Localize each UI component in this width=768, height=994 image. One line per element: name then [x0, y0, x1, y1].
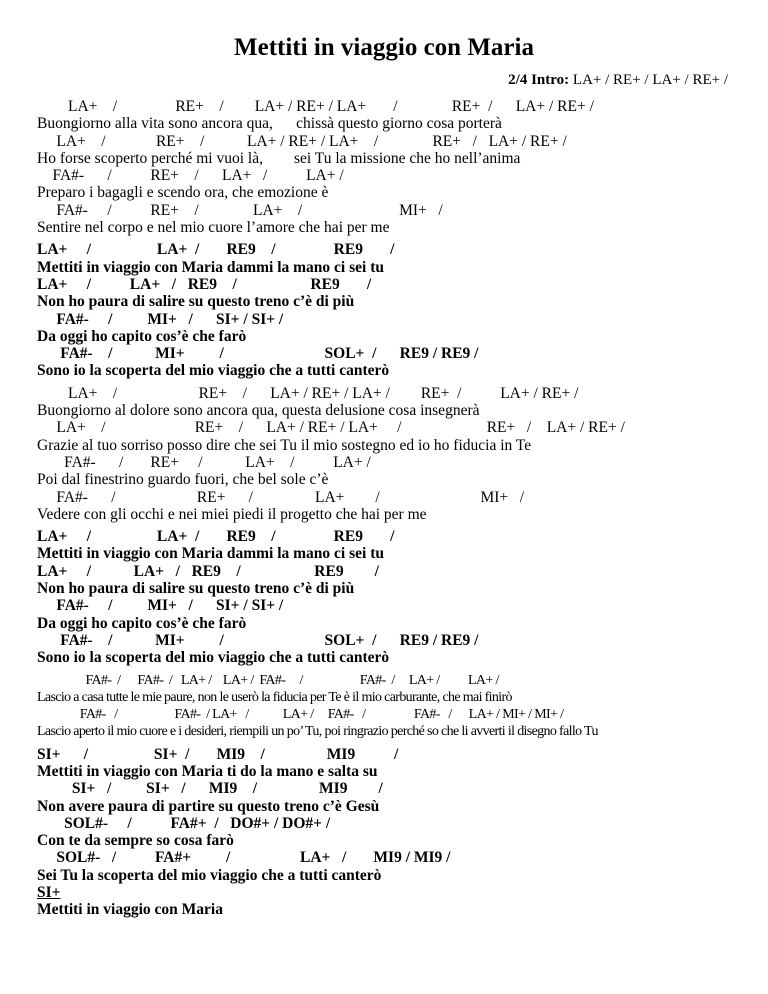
- lyric-line: Con te da sempre so cosa farò: [37, 832, 234, 850]
- chord-line: LA+ / RE+ / LA+ / RE+ / LA+ / RE+ / LA+ / RE+ /: [37, 132, 567, 150]
- lyric-line: Sentire nel corpo e nel mio cuore l’amore che hai per me: [37, 219, 390, 237]
- chord-line: LA+ / RE+ / LA+ / RE+ / LA+ / RE+ / LA+ / RE+ /: [37, 419, 625, 437]
- lyric-line: Non ho paura di salire su questo treno c’è di più: [37, 293, 355, 311]
- lyric-line: Vedere con gli occhi e nei miei piedi il progetto che hai per me: [37, 505, 427, 523]
- chord-line: LA+ / LA+ / RE9 / RE9 /: [37, 275, 372, 293]
- lyric-line: Grazie al tuo sorriso posso dire che sei Tu il mio sostegno ed io ho fiducia in Te: [37, 436, 532, 454]
- chord-line: FA#- / MI+ / SOL+ / RE9 / RE9 /: [37, 631, 479, 649]
- chord-line: LA+ / LA+ / RE9 / RE9 /: [37, 241, 395, 259]
- chord-line: FA#- / RE+ / LA+ / MI+ /: [37, 488, 525, 506]
- lyric-line: Non avere paura di partire su questo treno c’è Gesù: [37, 797, 380, 815]
- chord-line: LA+ / RE+ / LA+ / RE+ / LA+ / RE+ / LA+ / RE+ /: [37, 98, 594, 115]
- chord-line: LA+ / RE+ / LA+ / RE+ / LA+ / RE+ / LA+ / RE+ /: [37, 384, 579, 402]
- song-body: [37, 98, 757, 919]
- lyric-line: Sono io la scoperta del mio viaggio che a tutti canterò: [37, 649, 390, 667]
- chord-line: FA#- / FA#- / LA+ / LA+ / FA#- / FA#- / LA+ / MI+ / MI+ /: [37, 707, 564, 723]
- verse-2: [37, 385, 757, 523]
- lyric-line: Preparo i bagagli e scendo ora, che emozione è: [37, 184, 329, 202]
- chord-line: SI+ / SI+ / MI9 / MI9 /: [37, 745, 399, 763]
- intro-label: 2/4 Intro:: [508, 72, 570, 88]
- lyric-line: Da oggi ho capito cos’è che farò: [37, 614, 247, 632]
- verse-1: [37, 98, 757, 236]
- chord-line: LA+ / LA+ / RE9 / RE9 /: [37, 528, 395, 546]
- chord-line: FA#- / MI+ / SOL+ / RE9 / RE9 /: [37, 345, 479, 363]
- chord-line: FA#- / RE+ / LA+ / LA+ /: [37, 453, 371, 471]
- chord-line: SI+ / SI+ / MI9 / MI9 /: [37, 780, 383, 798]
- bridge: [37, 672, 757, 741]
- chord-line: FA#- / RE+ / LA+ / LA+ /: [37, 167, 344, 185]
- lyric-line: Sono io la scoperta del mio viaggio che a tutti canterò: [37, 362, 390, 380]
- chord-line: FA#- / RE+ / LA+ / MI+ /: [37, 201, 443, 219]
- lyric-line: Lascio aperto il mio cuore e i desideri, riempili un po’ Tu, poi ringrazio perché so che li avverti il disegno fallo Tu: [37, 724, 598, 740]
- chord-line: FA#- / MI+ / SI+ / SI+ /: [37, 597, 284, 615]
- chorus-3: [37, 746, 757, 884]
- lyric-line: Mettiti in viaggio con Maria dammi la mano ci sei tu: [37, 545, 384, 563]
- chord-line: SOL#- / FA#+ / DO#+ / DO#+ /: [37, 814, 331, 832]
- chord-line: LA+ / LA+ / RE9 / RE9 /: [37, 562, 379, 580]
- chord-line: FA#- / MI+ / SI+ / SI+ /: [37, 310, 284, 328]
- intro-line: [508, 71, 728, 89]
- lyric-line: Mettiti in viaggio con Maria ti do la mano e salta su: [37, 762, 378, 780]
- lyric-line: Lascio a casa tutte le mie paure, non le userò la fiducia per Te è il mio carburante, che mai finirò: [37, 689, 512, 705]
- lyric-line: Mettiti in viaggio con Maria dammi la mano ci sei tu: [37, 258, 384, 276]
- lyric-line: Buongiorno alla vita sono ancora qua, chissà questo giorno cosa porterà: [37, 115, 502, 133]
- song-title: Mettiti in viaggio con Maria: [234, 34, 534, 61]
- chorus-2: [37, 528, 757, 666]
- lyric-line: Sei Tu la scoperta del mio viaggio che a tutti canterò: [37, 866, 382, 884]
- chord-line: SOL#- / FA#+ / LA+ / MI9 / MI9 /: [37, 849, 451, 867]
- chorus-1: [37, 241, 757, 379]
- lyric-line: Buongiorno al dolore sono ancora qua, questa delusione cosa insegnerà: [37, 402, 480, 420]
- intro-chords: LA+ / RE+ / LA+ / RE+ /: [569, 72, 728, 88]
- lyric-line: Non ho paura di salire su questo treno c’è di più: [37, 580, 355, 598]
- ending: [37, 884, 757, 919]
- lyric-line: Ho forse scoperto perché mi vuoi là, sei Tu la missione che ho nell’anima: [37, 149, 521, 167]
- ending-chord: SI+: [37, 884, 61, 902]
- lyric-line: Da oggi ho capito cos’è che farò: [37, 327, 247, 345]
- chord-line: FA#- / FA#- / LA+ / LA+ / FA#- / FA#- / LA+ / LA+ /: [37, 672, 499, 688]
- lyric-line: Poi dal finestrino guardo fuori, che bel sole c’è: [37, 471, 329, 489]
- ending-lyric: Mettiti in viaggio con Maria: [37, 901, 223, 919]
